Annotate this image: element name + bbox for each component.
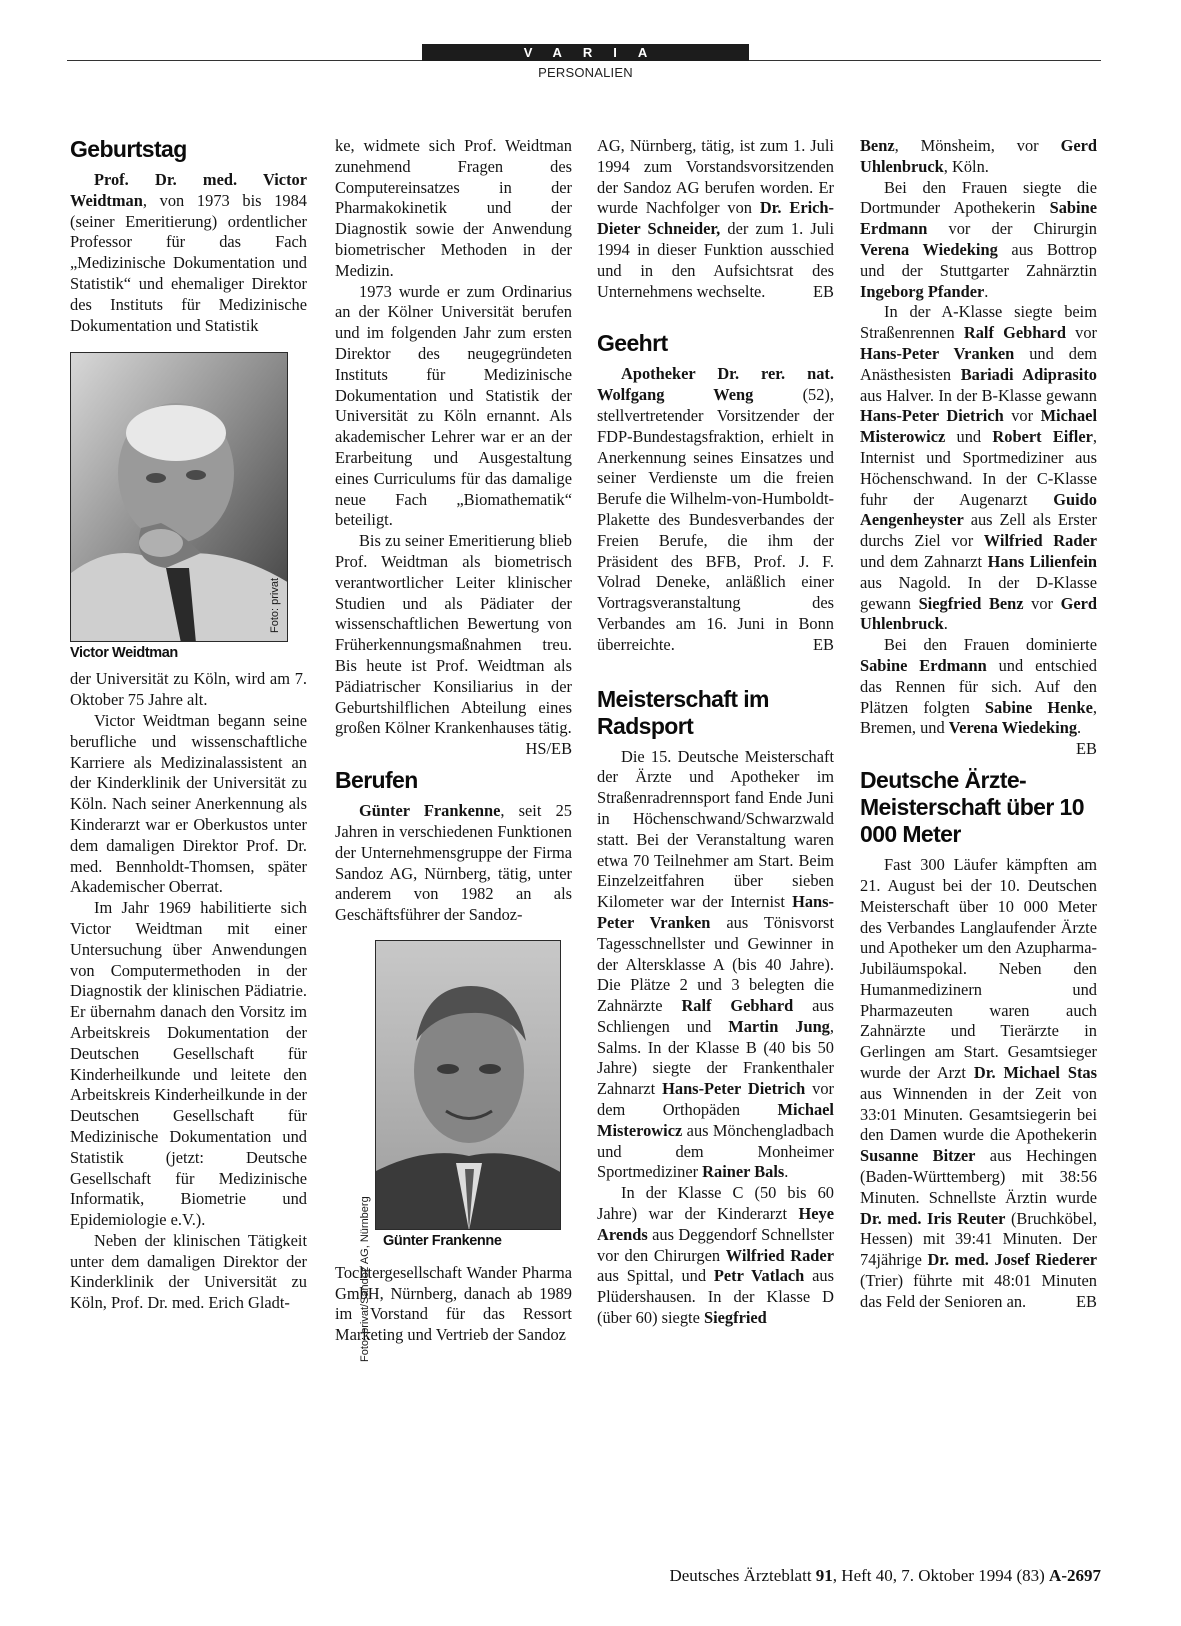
person-name: Sabine Erdmann	[860, 198, 1097, 239]
person-name: Siegfried	[703, 1308, 767, 1328]
person-name: Rainer Bals	[702, 1162, 785, 1182]
paragraph	[860, 178, 1097, 303]
person-name: Günter Frankenne	[359, 801, 501, 821]
text-run: und entschied das Rennen für sich. Auf den Plätzen folgten	[860, 655, 1097, 717]
text-run: Bis zu seiner Emeritierung blieb Prof. Weidtman als biometrisch verantwortlicher Leiter klinischer Studien und als Pädiater der wissenschaftlichen Bewertung von Früherkennungsmaßnahmen treu. Bis heute ist Prof. Weidtman als Pädiatrischer Konsiliarius in der Geburtshilflichen Abteilung eines großen Kölner Krankenhauses tätig.	[335, 531, 572, 738]
person-name: Ralf Gebhard	[963, 323, 1066, 343]
person-name: Siegfried Benz	[918, 593, 1024, 613]
person-name: Bariadi Adiprasito	[960, 364, 1097, 384]
paragraph	[597, 364, 834, 655]
person-name: Susanne Bitzer	[860, 1146, 976, 1166]
text-run: und	[945, 427, 993, 447]
text-run: , Mönsheim, vor	[894, 136, 1061, 155]
person-name: Wilfried Rader	[725, 1245, 834, 1265]
text-run: Deutsches Ärzteblatt	[669, 1566, 816, 1585]
person-name: Guido Aengenheyster	[860, 489, 1097, 530]
text-run: Die 15. Deutsche Meisterschaft der Ärzte und Apotheker im Straßenradrennsport fand Ende Juni in Höchenschwand/Schwarzwald statt. Bei der Veranstaltung waren etwa 70 Teilnehmer am Start. Beim Einzelzeitfahren über sieben Kilometer war der Internist	[597, 746, 834, 912]
text-run: (52), stellvertretender Vorsitzender der FDP-Bundestagsfraktion, erhielt in Anerkennung seines Einsatzes und seiner Verdienste um die freien Berufe die Wilhelm-von-Humboldt-Plakette des Bundesverbandes der Freien Berufe, die ihm der Präsident des BFB, Prof. J. F. Volrad Deneke, anläßlich einer Vortragsveranstaltung des Verbandes am 16. Juni in Bonn überreichte.	[597, 385, 834, 654]
author-signature: HS/EB	[525, 739, 572, 759]
person-name: Dr. med. Josef Riederer	[927, 1250, 1097, 1270]
person-name: Michael Misterowicz	[860, 406, 1098, 447]
person-name: Martin Jung	[728, 1016, 830, 1036]
paragraph: Im Jahr 1969 habilitierte sich Victor Weidtman mit einer Untersuchung über Anwendungen von Computermethoden in der Diagnostik der klinischen Pädiatrie. Er übernahm danach den Vorsitz im Arbeitskreis Dokumentation der Deutschen Gesellschaft für Kinderheilkunde und leitete den Arbeitskreis Kinderheilkunde in der Deutschen Gesellschaft für Medizinische Dokumentation und Statistik (jetzt: Deutsche Gesellschaft für Medizinische Informatik, Biometrie und Epidemiologie e.V.).	[70, 898, 307, 1230]
text-run: aus Plüdershausen. In der Klasse D (über 60) siegte	[597, 1266, 834, 1328]
author-signature: EB	[813, 634, 834, 654]
text-run: vor	[1023, 593, 1061, 613]
paragraph	[597, 1183, 834, 1329]
paragraph	[860, 136, 1097, 178]
text-run: , seit 25 Jahren in verschiedenen Funktionen der Unternehmensgruppe der Firma Sandoz AG, Nürnberg, tätig, unter anderem von 1982 an als Geschäftsführer der Sandoz-	[335, 801, 572, 925]
person-name: Gerd Uhlenbruck	[860, 136, 1097, 176]
text-run: aus Mönchengladbach und dem Monheimer Sportmediziner	[597, 1120, 834, 1182]
text-run: .	[784, 1162, 789, 1182]
text-run: vor	[1003, 406, 1041, 426]
person-name: Wilfried Rader	[983, 531, 1097, 551]
person-name: Dr. Michael Stas	[973, 1063, 1097, 1083]
column-4	[860, 136, 1097, 1313]
text-run: aus Halver. In der B-Klasse gewann	[860, 385, 1097, 405]
text-run: , Bremen, und	[860, 697, 1098, 738]
person-name: Prof. Dr. med. Victor Weidtman	[70, 170, 307, 210]
paragraph	[335, 801, 572, 926]
column-2	[335, 136, 572, 1362]
paragraph	[860, 855, 1097, 1313]
text-run: (Bruchköbel, Hessen) mit 39:41 Minuten. Der 74jährige	[860, 1208, 1097, 1270]
text-run: vor dem Orthopäden	[597, 1079, 834, 1120]
person-name: Dr. med. Iris Reuter	[860, 1208, 1006, 1228]
heading-geehrt: Geehrt	[597, 330, 668, 357]
section-bar: VARIA	[422, 44, 749, 61]
portrait-image	[71, 353, 288, 642]
person-name: Sabine Erdmann	[860, 655, 987, 675]
text-run: .	[984, 281, 989, 301]
text-run: , Heft 40, 7. Oktober 1994 (83)	[832, 1566, 1050, 1585]
heading-berufen: Berufen	[335, 767, 418, 794]
text-run: , Köln.	[943, 156, 989, 176]
paragraph	[860, 302, 1097, 635]
heading-geburtstag: Geburtstag	[70, 136, 187, 162]
text-run: (Trier) führte mit 48:01 Minuten das Feld der Senioren an.	[860, 1271, 1097, 1311]
author-signature: EB	[813, 281, 834, 301]
text-run: aus Spittal, und	[597, 1266, 714, 1286]
text-run: aus Zell als Erster durchs Ziel vor	[860, 510, 1097, 551]
page-number: A-2697	[1049, 1566, 1101, 1585]
person-name: Verena Wiedeking	[948, 718, 1078, 738]
text-run: und dem Anästhesisten	[860, 343, 1097, 384]
portrait-photo-weidtman	[70, 352, 288, 642]
paragraph	[597, 136, 834, 302]
person-name: Robert Eifler	[992, 427, 1093, 447]
paragraph	[860, 635, 1098, 759]
text-run: aus Schliengen und	[597, 996, 834, 1036]
person-name: 91	[815, 1566, 833, 1585]
text-run: AG, Nürnberg, tätig, ist zum 1. Juli 1994 zum Vorstandsvorsitzenden der Sandoz AG berufen worden. Er wurde Nachfolger von	[597, 136, 834, 218]
text-run: .	[943, 614, 948, 634]
paragraph	[70, 170, 307, 336]
paragraph	[597, 747, 834, 1184]
subsection-label: PERSONALIEN	[538, 65, 633, 80]
person-name: Heye Arends	[597, 1204, 834, 1244]
person-name: Michael Misterowicz	[597, 1100, 834, 1140]
author-signature: EB	[1076, 1291, 1097, 1311]
photo-caption: Victor Weidtman	[70, 645, 178, 662]
person-name: Gerd Uhlenbruck	[860, 593, 1097, 634]
column-1	[70, 136, 307, 1314]
heading-radsport: Meisterschaft im Radsport	[597, 685, 769, 739]
person-name: Hans-Peter Dietrich	[662, 1079, 806, 1099]
paragraph: Victor Weidtman begann seine berufliche und wissenschaftliche Karriere als Medizinalassistent an der Kinderklinik der Universität zu Köln. Nach seiner Anerkennung als Kinderarzt war er Oberkustos unter dem damaligen Direktor Prof. Dr. med. Bennholdt-Thomsen, später Akademischer Oberrat.	[70, 710, 307, 897]
text-run: vor der Chirurgin	[927, 219, 1097, 239]
text-run: der zum 1. Juli 1994 in dieser Funktion ausschied und in den Aufsichtsrat des Unternehmens wechselte.	[597, 219, 835, 301]
person-name: Benz	[860, 136, 895, 155]
text-run: aus Hechingen (Baden-Württemberg) mit 38:56 Minuten. Schnellste Ärztin wurde	[860, 1146, 1097, 1207]
person-name: Ingeborg Pfander	[860, 281, 985, 301]
text-run: aus Winnenden in der Zeit von 33:01 Minuten. Gesamtsiegerin bei den Damen wurde die Apothekerin	[860, 1083, 1097, 1145]
photo-caption: Günter Frankenne	[383, 1232, 502, 1249]
paragraph: ke, widmete sich Prof. Weidtman zunehmend Fragen des Computereinsatzes in der Pharmakokinetik und der Diagnostik sowie der Anwendung biometrischer Methoden in der Medizin.	[335, 136, 572, 280]
text-run: , Internist und Sportmediziner aus Höchenschwand. In der C-Klasse fuhr der Augenarzt	[860, 427, 1097, 509]
person-name: Ralf Gebhard	[681, 996, 794, 1016]
paragraph	[335, 531, 572, 759]
person-name: Verena Wiedeking	[860, 239, 998, 259]
page-footer	[669, 1566, 1101, 1586]
person-name: Hans Lilienfein	[987, 551, 1097, 571]
photo-credit: Foto: privat	[269, 578, 281, 634]
column-3	[597, 136, 834, 1329]
portrait-photo-frankenne	[375, 940, 561, 1230]
paragraph: der Universität zu Köln, wird am 7. Oktober 75 Jahre alt.	[70, 669, 307, 710]
text-run: In der A-Klasse siegte beim Straßenrennen	[860, 302, 1097, 343]
text-run: aus Bottrop und der Stuttgarter Zahnärztin	[860, 239, 1097, 280]
text-run: vor	[1065, 323, 1097, 343]
text-run: In der Klasse C (50 bis 60 Jahre) war der Kinderarzt	[597, 1183, 834, 1224]
text-run: und dem Zahnarzt	[860, 551, 988, 571]
text-run: , Salms. In der Klasse B (40 bis 50 Jahre) siegte der Frankenthaler Zahnarzt	[597, 1016, 834, 1099]
text-run: .	[1077, 718, 1082, 738]
text-run: aus Nagold. In der D-Klasse gewann	[860, 572, 1097, 613]
person-name: Hans-Peter Vranken	[597, 892, 834, 932]
text-run: , von 1973 bis 1984 (seiner Emeritierung) ordentlicher Professor für das Fach „Medizinische Dokumentation und Statistik“ und ehemaliger Direktor des Instituts für Medizinische Dokumentation und Statistik	[70, 190, 307, 335]
person-name: Hans-Peter Vranken	[860, 343, 1015, 363]
person-name: Hans-Peter Dietrich	[860, 406, 1004, 426]
paragraph: Tochtergesellschaft Wander Pharma GmbH, Nürnberg, danach ab 1989 im Vorstand für das Ressort Marketing und Vertrieb der Sandoz	[335, 1262, 572, 1345]
paragraph: 1973 wurde er zum Ordinarius an der Kölner Universität berufen und im folgenden Jahr zum ersten Direktor des neugegründeten Instituts für Medizinische Dokumentation und Statistik der Universität zu Köln ernannt. Als akademischer Lehrer war er an der Erarbeitung und Ausgestaltung eines Curriculums für das damalige neue Fach „Biomathematik“ beteiligt.	[335, 281, 572, 530]
person-name: Dr. Erich-Dieter Schneider,	[597, 198, 834, 239]
text-run: Fast 300 Läufer kämpften am 21. August bei der 10. Deutschen Meisterschaft über 10 000 Meter des Verbandes Langlaufender Ärzte und Apotheker um den Azupharma-Jubiläumspokal. Neben den Humanmedizinern und Pharmazeuten waren auch Zahnärzte und Tierärzte in Gerlingen am Start. Gesamtsieger wurde der Arzt	[860, 855, 1097, 1083]
person-name: Apotheker Dr. rer. nat. Wolfgang Weng	[597, 364, 834, 405]
text-run: Bei den Frauen siegte die Dortmunder Apothekerin	[860, 177, 1097, 218]
heading-10000m: Deutsche Ärzte-Meisterschaft über 10 000 Meter	[860, 767, 1084, 848]
portrait-image	[376, 941, 561, 1230]
person-name: Petr Vatlach	[713, 1266, 805, 1286]
text-run: aus Tönisvorst Tagesschnellster und Gewinner in der Altersklasse A (bis 40 Jahre). Die Plätze 2 und 3 belegten die Zahnärzte	[597, 912, 834, 1016]
photo-credit-side: Foto: privat/Sandoz AG, Nürnberg	[359, 1196, 371, 1362]
author-signature: EB	[1076, 739, 1097, 759]
text-run: aus Deggendorf Schnellster vor den Chirurgen	[597, 1224, 834, 1265]
person-name: Sabine Henke	[984, 697, 1093, 717]
text-run: Bei den Frauen dominierte	[884, 635, 1097, 655]
paragraph: Neben der klinischen Tätigkeit unter dem damaligen Direktor der Kinderklinik der Universität zu Köln, Prof. Dr. med. Erich Gladt-	[70, 1230, 307, 1313]
